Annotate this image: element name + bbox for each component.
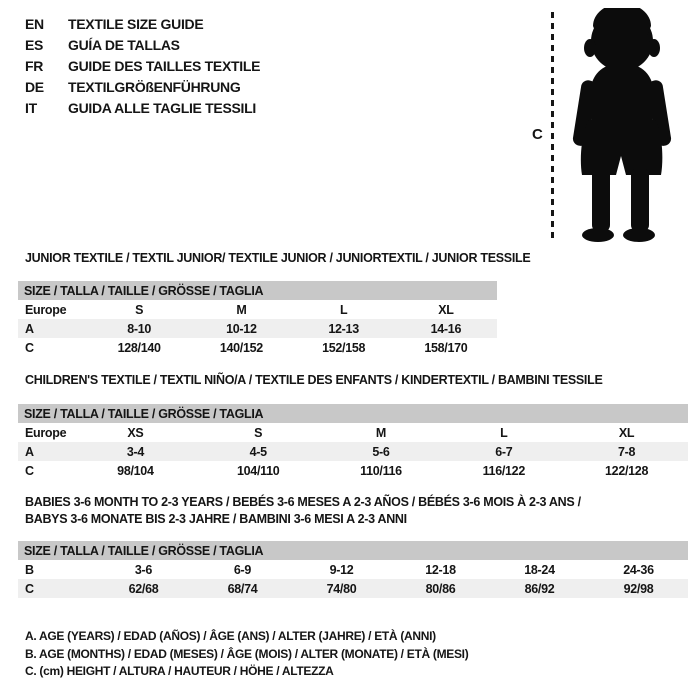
language-row [25,76,260,97]
table-row [18,560,688,579]
table-row [18,338,497,357]
row-label: A [25,321,34,336]
size-cell: XS [127,425,144,440]
size-cell: 122/128 [605,463,649,478]
table-row [18,579,688,598]
row-label: C [25,463,34,478]
table-row [18,423,688,442]
language-label: GUÍA DE TALLAS [68,36,180,53]
size-cell: 92/98 [623,581,654,596]
size-cell: 12-18 [425,562,456,577]
size-cell: L [339,302,348,317]
baby-silhouette-icon [560,8,690,248]
size-cell: 4-5 [249,444,267,459]
size-cell: 140/152 [219,340,263,355]
footnote: C. (cm) HEIGHT / ALTURA / HAUTEUR / HÖHE / ALTEZZA [25,664,334,678]
language-code: IT [25,99,37,116]
size-cell: 6-7 [495,444,513,459]
size-cell: 74/80 [326,581,357,596]
section-title-babies [25,494,581,528]
section-title-junior: JUNIOR TEXTILE / TEXTIL JUNIOR/ TEXTILE JUNIOR / JUNIORTEXTIL / JUNIOR TESSILE [25,251,531,265]
table-row [18,319,497,338]
language-row [25,34,260,55]
size-header-bar: SIZE / TALLA / TAILLE / GRÖSSE / TAGLIA [18,281,497,300]
size-cell: L [500,425,508,440]
size-header-bar: SIZE / TALLA / TAILLE / GRÖSSE / TAGLIA [18,404,688,423]
height-measure-dashed-line [551,12,554,243]
table-row [18,461,688,480]
language-label: GUIDA ALLE TAGLIE TESSILI [68,99,256,116]
size-cell: M [375,425,387,440]
language-code: DE [25,78,44,95]
footnote: B. AGE (MONTHS) / EDAD (MESES) / ÂGE (MOIS) / ALTER (MONATE) / ETÀ (MESI) [25,646,469,661]
row-label: A [25,444,34,459]
size-cell: 62/68 [128,581,159,596]
section-title-babies-line2: BABYS 3-6 MONATE BIS 2-3 JAHRE / BAMBINI 3-6 MESI A 2-3 ANNI [25,512,407,526]
size-cell: 104/110 [236,463,280,478]
size-cell: 18-24 [524,562,555,577]
size-cell: 5-6 [372,444,390,459]
row-label: C [25,581,34,596]
language-row [25,97,260,118]
size-cell: M [236,302,247,317]
size-cell: 3-4 [126,444,144,459]
size-cell: 10-12 [226,321,257,336]
table-row [18,300,497,319]
table-row [18,442,688,461]
size-cell: 8-10 [127,321,152,336]
language-label: TEXTILGRÖßENFÜHRUNG [68,78,241,95]
size-cell: 68/74 [227,581,258,596]
size-cell: 98/104 [117,463,154,478]
size-cell: 128/140 [117,340,161,355]
language-code: ES [25,36,44,53]
size-cell: 116/122 [482,463,525,478]
size-cell: 12-13 [328,321,359,336]
language-list [25,13,260,118]
footnote: A. AGE (YEARS) / EDAD (AÑOS) / ÂGE (ANS) / ALTER (JAHRE) / ETÀ (ANNI) [25,629,436,643]
section-title-babies-line1: BABIES 3-6 MONTH TO 2-3 YEARS / BEBÉS 3-6 MESES A 2-3 AÑOS / BÉBÉS 3-6 MOIS À 2-3 ANS / [25,495,581,509]
size-cell: 7-8 [618,444,636,459]
junior-table [18,281,497,357]
size-cell: 24-36 [623,562,654,577]
size-cell: 110/116 [360,463,402,478]
size-cell: S [135,302,144,317]
row-label: Europe [25,425,67,440]
size-cell: XL [438,302,454,317]
size-cell: 14-16 [430,321,462,336]
language-row [25,55,260,76]
language-row [25,13,260,34]
language-label: TEXTILE SIZE GUIDE [68,15,204,32]
size-cell: 6-9 [233,562,252,577]
babies-table [18,541,688,598]
size-cell: S [254,425,263,440]
row-label: C [25,340,34,355]
height-measure-label: C [532,126,543,143]
language-label: GUIDE DES TAILLES TEXTILE [68,57,261,74]
size-cell: 86/92 [524,581,555,596]
footnotes [25,628,468,681]
section-title-children: CHILDREN'S TEXTILE / TEXTIL NIÑO/A / TEXTILE DES ENFANTS / KINDERTEXTIL / BAMBINI TESSILE [25,373,603,387]
size-cell: 80/86 [425,581,456,596]
children-table [18,404,688,480]
size-header-bar: SIZE / TALLA / TAILLE / GRÖSSE / TAGLIA [18,541,688,560]
size-cell: 9-12 [329,562,354,577]
size-cell: 158/170 [424,340,468,355]
row-label: B [25,562,34,577]
language-code: EN [25,15,44,32]
row-label: Europe [25,302,67,317]
size-cell: 3-6 [134,562,153,577]
language-code: FR [25,57,44,74]
size-cell: XL [618,425,635,440]
size-cell: 152/158 [322,340,366,355]
